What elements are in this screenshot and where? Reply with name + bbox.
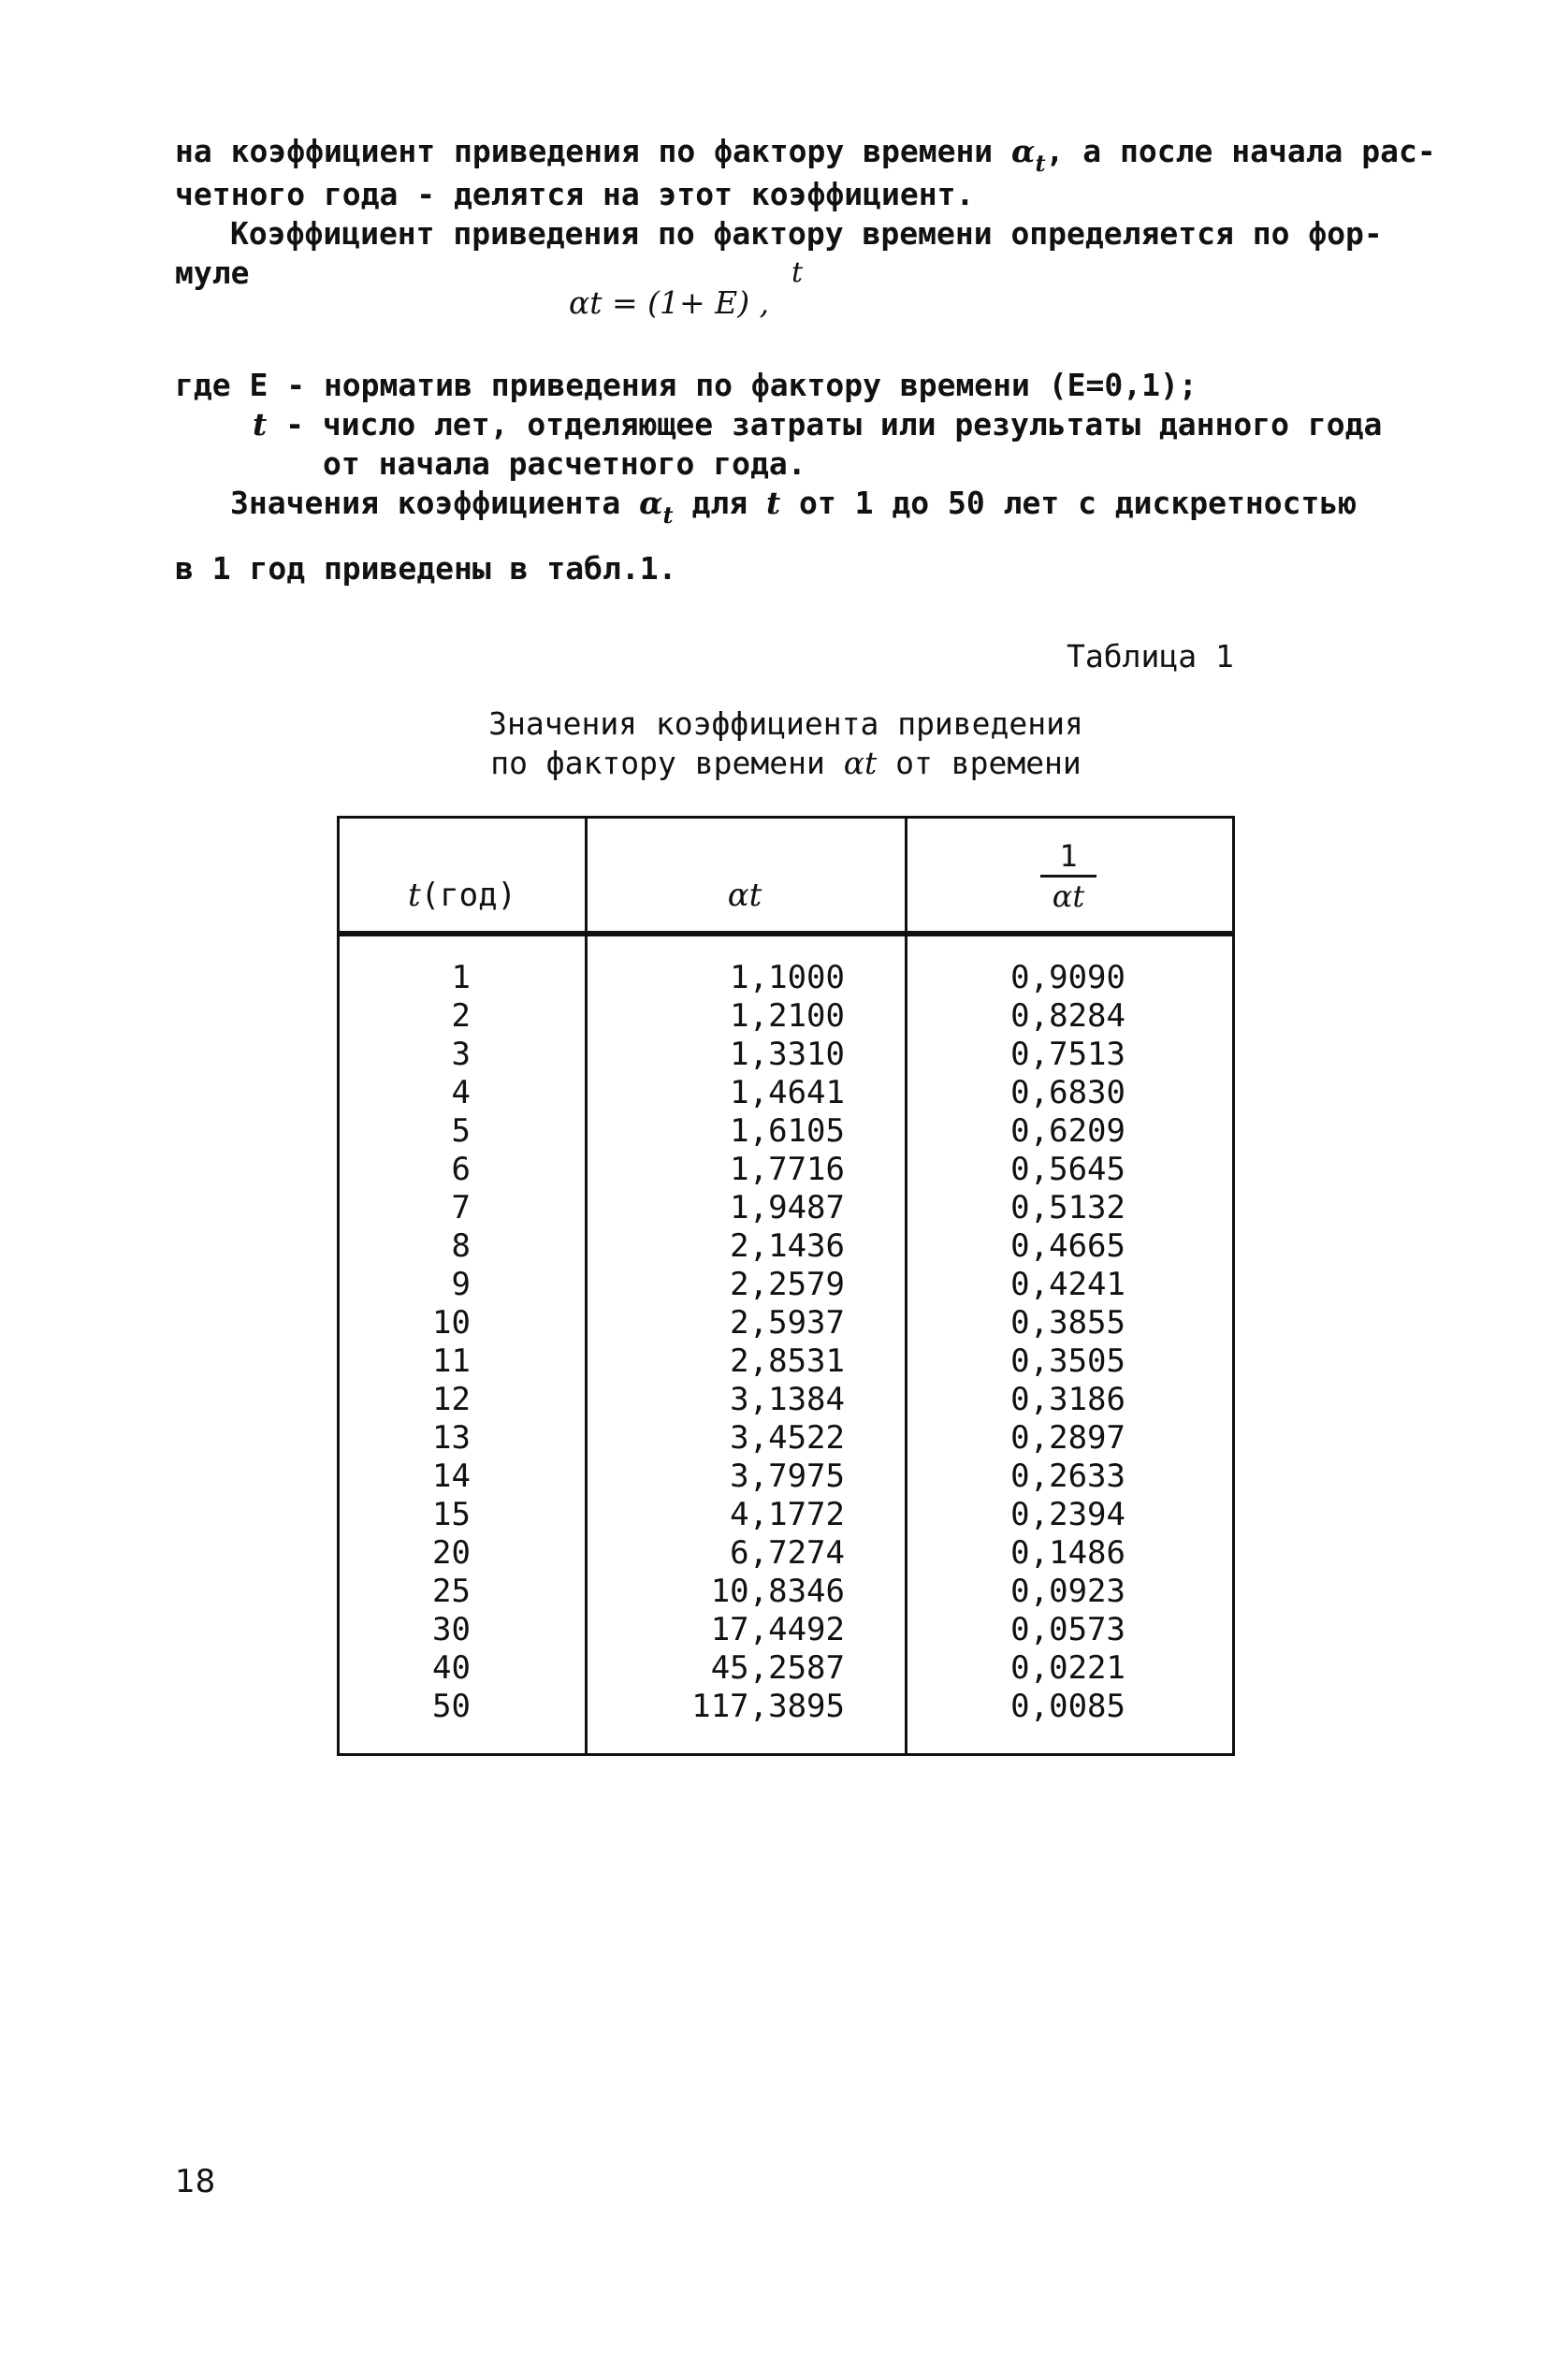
cell-at: 1,2100 — [730, 997, 845, 1035]
t-symbol: t — [253, 406, 268, 443]
cell-at: 2,5937 — [730, 1304, 845, 1342]
text-span: - число лет, отделяющее затраты или результаты данного года — [267, 406, 1383, 443]
text-span: от времени — [877, 745, 1082, 781]
cell-year: 10 — [432, 1304, 471, 1342]
cell-year: 5 — [451, 1112, 471, 1150]
cell-at: 2,2579 — [730, 1266, 845, 1303]
table-row — [340, 1611, 1232, 1649]
cell-inverse: 0,2394 — [1010, 1496, 1125, 1533]
table-title-line-1: Значения коэффициента приведения — [488, 705, 1083, 742]
alpha-t: αt — [843, 745, 878, 781]
fraction — [1040, 839, 1096, 913]
cell-inverse: 0,7513 — [1010, 1036, 1125, 1073]
text-span: , а после начала рас- — [1045, 133, 1436, 169]
header-at-label: αt — [727, 877, 762, 914]
subscript-t: t — [1035, 150, 1046, 177]
table-body — [340, 959, 1232, 1726]
cell-inverse: 0,5645 — [1010, 1151, 1125, 1188]
table-row — [340, 1227, 1232, 1266]
cell-year: 13 — [432, 1419, 471, 1457]
table-row — [340, 1304, 1232, 1342]
cell-inverse: 0,0923 — [1010, 1573, 1125, 1610]
cell-inverse: 0,5132 — [1010, 1189, 1125, 1226]
table-row — [340, 1036, 1232, 1074]
cell-year: 4 — [451, 1074, 471, 1111]
header-separator — [340, 931, 1232, 936]
cell-inverse: 0,3186 — [1010, 1381, 1125, 1418]
cell-year: 8 — [451, 1227, 471, 1265]
cell-at: 1,1000 — [730, 959, 845, 996]
text-span: на коэффициент приведения по фактору времени — [175, 133, 1012, 169]
cell-at: 3,7975 — [730, 1458, 845, 1495]
cell-inverse: 0,9090 — [1010, 959, 1125, 996]
cell-year: 12 — [432, 1381, 471, 1418]
cell-at: 6,7274 — [730, 1534, 845, 1572]
cell-inverse: 0,3855 — [1010, 1304, 1125, 1342]
cell-at: 2,1436 — [730, 1227, 845, 1265]
cell-inverse: 0,4241 — [1010, 1266, 1125, 1303]
cell-inverse: 0,1486 — [1010, 1534, 1125, 1572]
table-row — [340, 1496, 1232, 1534]
paragraph-line-5: где Е - норматив приведения по фактору времени (Е=0,1); — [175, 367, 1198, 403]
paragraph-line-2: четного года - делятся на этот коэффициент. — [175, 176, 975, 212]
cell-at: 1,7716 — [730, 1151, 845, 1188]
alpha-symbol: α — [1011, 133, 1036, 169]
cell-at: 45,2587 — [710, 1649, 845, 1687]
cell-inverse: 0,8284 — [1010, 997, 1125, 1035]
cell-year: 50 — [432, 1688, 471, 1725]
cell-year: 40 — [432, 1649, 471, 1687]
cell-at: 10,8346 — [710, 1573, 845, 1610]
table-row — [340, 1458, 1232, 1496]
alpha-symbol: α — [639, 485, 663, 521]
table-row — [340, 1381, 1232, 1419]
header-year — [340, 819, 585, 931]
text-span: по фактору времени — [490, 745, 844, 781]
table-row — [340, 1688, 1232, 1726]
header-year-label: (год) — [420, 877, 517, 914]
table-row — [340, 959, 1232, 997]
cell-year: 15 — [432, 1496, 471, 1533]
t-symbol: t — [407, 877, 421, 914]
cell-year: 7 — [451, 1189, 471, 1226]
table-row — [340, 1112, 1232, 1151]
table-row — [340, 1151, 1232, 1189]
cell-inverse: 0,2897 — [1010, 1419, 1125, 1457]
cell-inverse: 0,0085 — [1010, 1688, 1125, 1725]
cell-inverse: 0,3505 — [1010, 1342, 1125, 1380]
t-symbol: t — [765, 485, 781, 521]
cell-inverse: 0,6209 — [1010, 1112, 1125, 1150]
cell-year: 3 — [451, 1036, 471, 1073]
paragraph-line-3: Коэффициент приведения по фактору времени определяется по фор- — [230, 215, 1383, 252]
coefficient-table — [337, 816, 1235, 1756]
cell-year: 2 — [451, 997, 471, 1035]
table-row — [340, 1342, 1232, 1381]
table-row — [340, 1573, 1232, 1611]
subscript-t: t — [662, 501, 674, 529]
cell-at: 3,4522 — [730, 1419, 845, 1457]
cell-year: 6 — [451, 1151, 471, 1188]
cell-year: 1 — [451, 959, 471, 996]
cell-inverse: 0,0221 — [1010, 1649, 1125, 1687]
formula — [569, 284, 769, 322]
cell-year: 14 — [432, 1458, 471, 1495]
table-title-line-2 — [374, 745, 1198, 782]
cell-year: 25 — [432, 1573, 471, 1610]
formula-text: αt = (1+ E) , — [569, 284, 770, 321]
table-row — [340, 1074, 1232, 1112]
paragraph-line-9: в 1 год приведены в табл.1. — [175, 550, 677, 587]
cell-year: 30 — [432, 1611, 471, 1648]
table-row — [340, 1189, 1232, 1227]
cell-at: 17,4492 — [710, 1611, 845, 1648]
cell-year: 9 — [451, 1266, 471, 1303]
cell-inverse: 0,6830 — [1010, 1074, 1125, 1111]
cell-at: 4,1772 — [730, 1496, 845, 1533]
text-span: от 1 до 50 лет с дискретностью — [780, 485, 1357, 521]
table-label: Таблица 1 — [1067, 638, 1234, 675]
header-at — [585, 819, 905, 931]
page-number: 18 — [175, 2163, 216, 2200]
cell-inverse: 0,0573 — [1010, 1611, 1125, 1648]
cell-at: 1,9487 — [730, 1189, 845, 1226]
cell-year: 11 — [432, 1342, 471, 1380]
table-row — [340, 1534, 1232, 1573]
paragraph-line-7: от начала расчетного года. — [323, 445, 806, 482]
cell-year: 20 — [432, 1534, 471, 1572]
table-row — [340, 997, 1232, 1036]
table-row — [340, 1649, 1232, 1688]
cell-at: 2,8531 — [730, 1342, 845, 1380]
fraction-bar — [1040, 875, 1096, 878]
paragraph-line-8 — [230, 485, 1357, 534]
cell-at: 1,4641 — [730, 1074, 845, 1111]
cell-inverse: 0,2633 — [1010, 1458, 1125, 1495]
table-row — [340, 1419, 1232, 1458]
table-row — [340, 1266, 1232, 1304]
fraction-numerator: 1 — [1059, 838, 1078, 874]
text-span: для — [673, 485, 766, 521]
cell-at: 3,1384 — [730, 1381, 845, 1418]
paragraph-line-4: муле — [175, 254, 250, 291]
cell-at: 117,3895 — [691, 1688, 845, 1725]
cell-at: 1,3310 — [730, 1036, 845, 1073]
text-span: Значения коэффициента — [230, 485, 640, 521]
cell-inverse: 0,4665 — [1010, 1227, 1125, 1265]
header-inverse — [905, 819, 1232, 931]
paragraph-line-6 — [253, 406, 1382, 443]
fraction-denominator: αt — [1052, 878, 1085, 914]
cell-at: 1,6105 — [730, 1112, 845, 1150]
formula-superscript: t — [791, 256, 804, 289]
